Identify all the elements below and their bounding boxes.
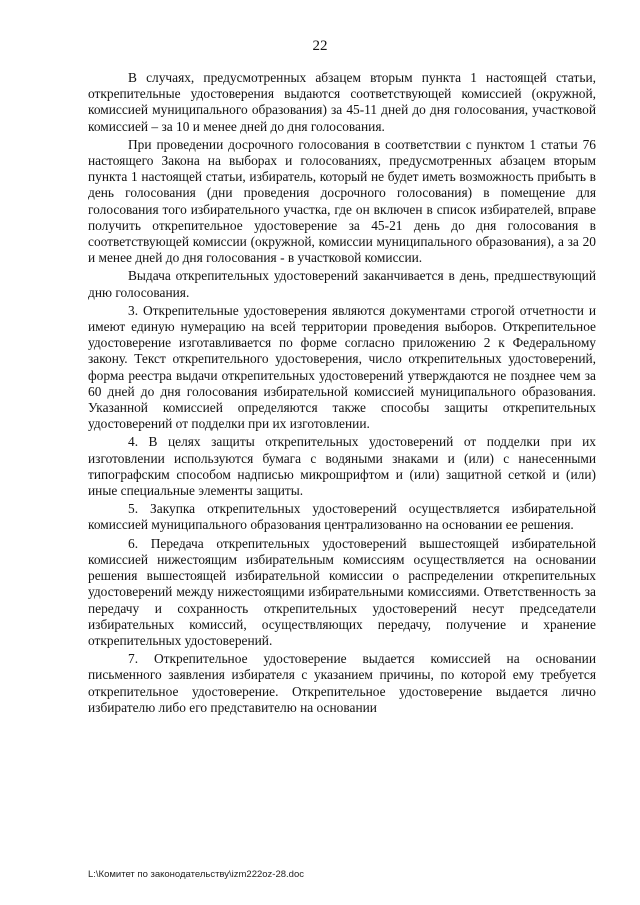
paragraph-item-5: 5. Закупка открепительных удостоверений осуществляется избирательной комиссией муниципального образования централизованно на основании ее решения. <box>88 501 596 533</box>
document-body <box>88 70 596 718</box>
paragraph-absentee-issuance-periods: В случаях, предусмотренных абзацем вторым пункта 1 настоящей статьи, открепительные удостоверения выдаются соответствующей комиссией (окружной, комиссией муниципального образования) за 45-11 дней до дня голосования, участковой комиссией – за 10 и менее дней до дня голосования. <box>88 70 596 134</box>
file-path-footer: L:\Комитет по законодательству\izm222oz-28.doc <box>88 869 304 880</box>
paragraph-issuance-end: Выдача открепительных удостоверений заканчивается в день, предшествующий дню голосования. <box>88 268 596 300</box>
paragraph-item-7: 7. Открепительное удостоверение выдается комиссией на основании письменного заявления избирателя с указанием причины, по которой ему требуется открепительное удостоверение. Открепительное удостоверение выдается лично избирателю либо его представителю на основании <box>88 651 596 715</box>
page-number: 22 <box>312 38 328 54</box>
paragraph-item-4: 4. В целях защиты открепительных удостоверений от подделки при их изготовлении используются бумага с водяными знаками и (или) с нанесенными типографским способом надписью микрошрифтом и (или) защитной сеткой и (или) иные специальные элементы защиты. <box>88 434 596 499</box>
paragraph-item-6: 6. Передача открепительных удостоверений вышестоящей избирательной комиссией нижестоящим избирательным комиссиям осуществляется на основании решения вышестоящей избирательной комиссии о распределении открепительных удостоверений между нижестоящими избирательными комиссиями. Ответственность за передачу и сохранность открепительных удостоверений несут председатели избирательных комиссий, осуществляющих передачу, получение и хранение открепительных удостоверений. <box>88 535 596 648</box>
paragraph-early-voting: При проведении досрочного голосования в соответствии с пунктом 1 статьи 76 настоящего Закона на выборах и голосованиях, предусмотренных абзацем вторым пункта 1 настоящей статьи, избиратель, который не будет иметь возможность прибыть в день голосования (дни проведения досрочного голосования) в помещение для голосования того избирательного участка, где он включен в список избирателей, вправе получить открепительное удостоверение за 45-21 день до дня голосования в соответствующей комиссии (окружной, комиссии муниципального образования), а за 20 и менее дней до дня голосования - в участковой комиссии. <box>88 136 596 266</box>
paragraph-item-3: 3. Открепительные удостоверения являются документами строгой отчетности и имеют единую нумерацию на всей территории проведения выборов. Открепительное удостоверение изготавливается по форме согласно приложению 2 к Федеральному закону. Текст открепительного удостоверения, число открепительных удостоверений, форма реестра выдачи открепительных удостоверений утверждаются не позднее чем за 60 дней до дня голосования избирательной комиссией муниципального образования. Указанной комиссией определяются также способы защиты открепительных удостоверений от подделки при их изготовлении. <box>88 302 596 432</box>
